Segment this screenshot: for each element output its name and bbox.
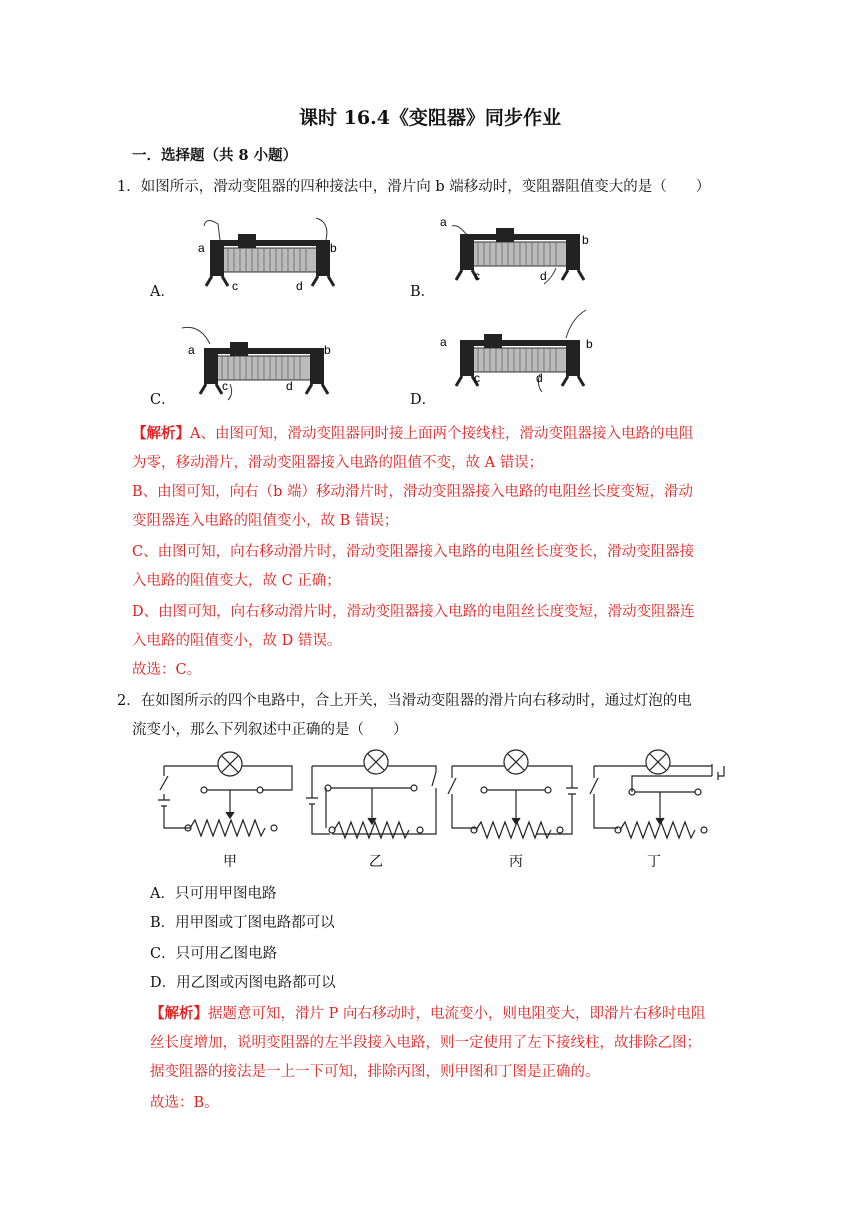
q1-analysis-line-4: 变阻器连入电路的阻值变小，故 B 错误； <box>132 513 399 529</box>
circuit-label-ding: 丁 <box>647 853 661 869</box>
q1-analysis-line-8: 入电路的阻值变小，故 D 错误。 <box>132 633 342 649</box>
terminal-label: d <box>536 371 543 385</box>
circuit-jia <box>158 752 292 836</box>
q2-option-a: A．只可用甲图电路 <box>150 886 277 902</box>
q1-analysis-line-2: 为零，移动滑片，滑动变阻器接入电路的阻值不变，故 A 错误； <box>132 455 544 471</box>
terminal-label: c <box>474 269 480 283</box>
terminal-label: c <box>232 279 238 293</box>
rheostat-figure-c <box>180 322 350 402</box>
terminal-label: a <box>440 215 447 229</box>
circuit-label-yi: 乙 <box>369 853 383 869</box>
circuit-label-bing: 丙 <box>509 853 523 869</box>
q2-answer: 故选：B。 <box>150 1095 219 1111</box>
q1-stem: 1．如图所示，滑动变阻器的四种接法中，滑片向 b 端移动时，变阻器阻值变大的是（ ） <box>117 179 711 195</box>
q1-option-b-label: B． <box>410 284 436 300</box>
q2-stem-line-2: 流变小，那么下列叙述中正确的是（ ） <box>132 722 408 738</box>
page-title: 课时 16.4《变阻器》同步作业 <box>299 107 561 129</box>
rheostat-figure-a <box>180 214 350 294</box>
terminal-label: a <box>440 335 447 349</box>
q2-stem-line-1: 2．在如图所示的四个电路中，合上开关，当滑动变阻器的滑片向右移动时，通过灯泡的电 <box>117 693 692 709</box>
q2-option-d: D．用乙图或丙图电路都可以 <box>150 975 336 991</box>
rheostat-figure-d <box>436 308 606 394</box>
terminal-label: a <box>198 241 205 255</box>
q1-option-d-label: D． <box>410 392 437 408</box>
section-heading: 一．选择题（共 8 小题） <box>132 147 298 164</box>
q1-answer: 故选：C。 <box>132 662 202 678</box>
q2-analysis-line-1: 【解析】据题意可知，滑片 P 向右移动时，电流变小，则电阻变大，即滑片右移时电阻 <box>150 1005 706 1022</box>
terminal-label: d <box>540 269 547 283</box>
q1-analysis-line-1: 【解析】A、由图可知，滑动变阻器同时接上面两个接线柱，滑动变阻器接入电路的电阻 <box>132 425 694 442</box>
circuit-label-jia: 甲 <box>223 853 237 869</box>
q1-analysis-line-7: D、由图可知，向右移动滑片时，滑动变阻器接入电路的电阻丝长度变短，滑动变阻器连 <box>132 604 695 620</box>
q2-option-b: B．用甲图或丁图电路都可以 <box>150 915 335 931</box>
q2-option-c: C．只可用乙图电路 <box>150 946 278 962</box>
terminal-label: b <box>324 343 331 357</box>
terminal-label: b <box>330 241 337 255</box>
q2-analysis-line-2: 丝长度增加，说明变阻器的左半段接入电路，则一定使用了左下接线柱，故排除乙图； <box>150 1035 701 1051</box>
circuit-yi <box>306 750 436 838</box>
terminal-label: c <box>222 379 228 393</box>
circuits-figure <box>150 742 740 872</box>
terminal-label: a <box>188 343 195 357</box>
circuit-ding <box>590 750 724 838</box>
q1-analysis-line-6: 入电路的阻值变大，故 C 正确； <box>132 573 341 589</box>
q1-analysis-line-5: C、由图可知，向右移动滑片时，滑动变阻器接入电路的电阻丝长度变长，滑动变阻器接 <box>132 544 695 560</box>
terminal-label: d <box>296 279 303 293</box>
terminal-label: c <box>474 371 480 385</box>
terminal-label: d <box>286 379 293 393</box>
terminal-label: b <box>582 233 589 247</box>
terminal-label: b <box>586 337 593 351</box>
rheostat-figure-b <box>436 206 606 286</box>
q1-analysis-line-3: B、由图可知，向右（b 端）移动滑片时，滑动变阻器接入电路的电阻丝长度变短，滑动 <box>132 484 694 500</box>
circuit-bing <box>448 750 578 838</box>
q1-option-a-label: A． <box>150 284 175 300</box>
q2-analysis-line-3: 据变阻器的接法是一上一下可知，排除丙图，则甲图和丁图是正确的。 <box>150 1064 600 1080</box>
q1-option-c-label: C． <box>150 392 176 408</box>
